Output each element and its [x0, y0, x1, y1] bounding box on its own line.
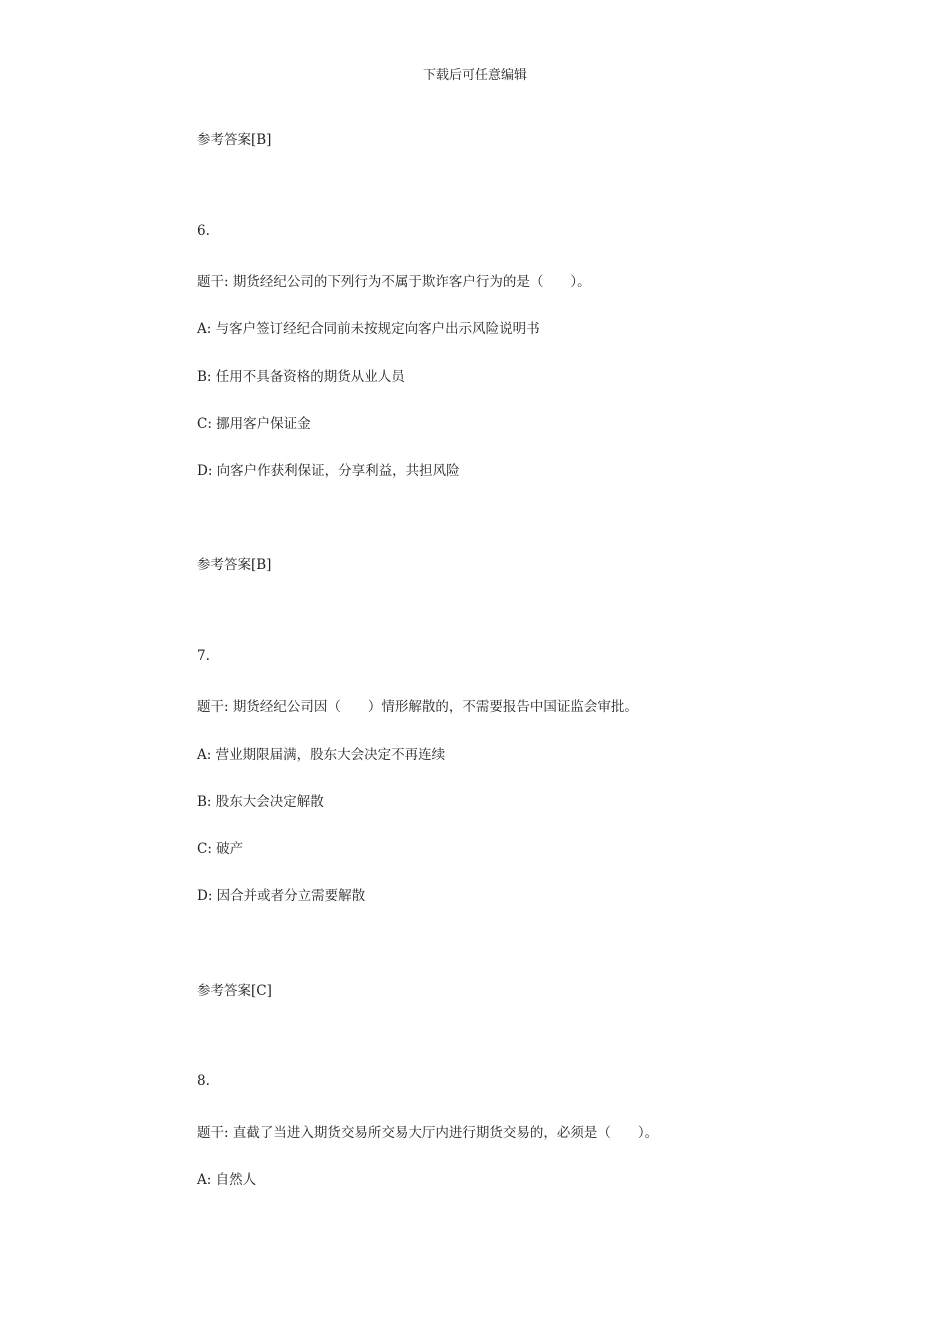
question-7-option-c: C: 破产: [197, 841, 244, 857]
question-8-option-a: A: 自然人: [197, 1172, 257, 1188]
question-8-stem: 题干: 直截了当进入期货交易所交易大厅内进行期货交易的，必须是（ ）。: [197, 1125, 659, 1141]
answer-6: 参考答案[B]: [197, 557, 272, 573]
question-6-option-d: D: 向客户作获利保证，分享利益，共担风险: [197, 463, 460, 479]
question-6-stem: 题干: 期货经纪公司的下列行为不属于欺诈客户行为的是（ ）。: [197, 274, 591, 290]
question-6-number: 6.: [197, 223, 210, 239]
question-7-option-b: B: 股东大会决定解散: [197, 794, 324, 810]
question-6-option-c: C: 挪用客户保证金: [197, 416, 311, 432]
question-8-number: 8.: [197, 1073, 210, 1089]
question-7-stem: 题干: 期货经纪公司因（ ）情形解散的，不需要报告中国证监会审批。: [197, 699, 638, 715]
answer-5: 参考答案[B]: [197, 132, 272, 148]
question-6-option-b: B: 任用不具备资格的期货从业人员: [197, 369, 405, 385]
page-header: 下载后可任意编辑: [422, 68, 527, 83]
question-7-number: 7.: [197, 648, 210, 664]
question-7-option-d: D: 因合并或者分立需要解散: [197, 888, 366, 904]
question-7-option-a: A: 营业期限届满，股东大会决定不再连续: [197, 747, 446, 763]
question-6-option-a: A: 与客户签订经纪合同前未按规定向客户出示风险说明书: [197, 321, 540, 337]
answer-7: 参考答案[C]: [197, 983, 272, 999]
